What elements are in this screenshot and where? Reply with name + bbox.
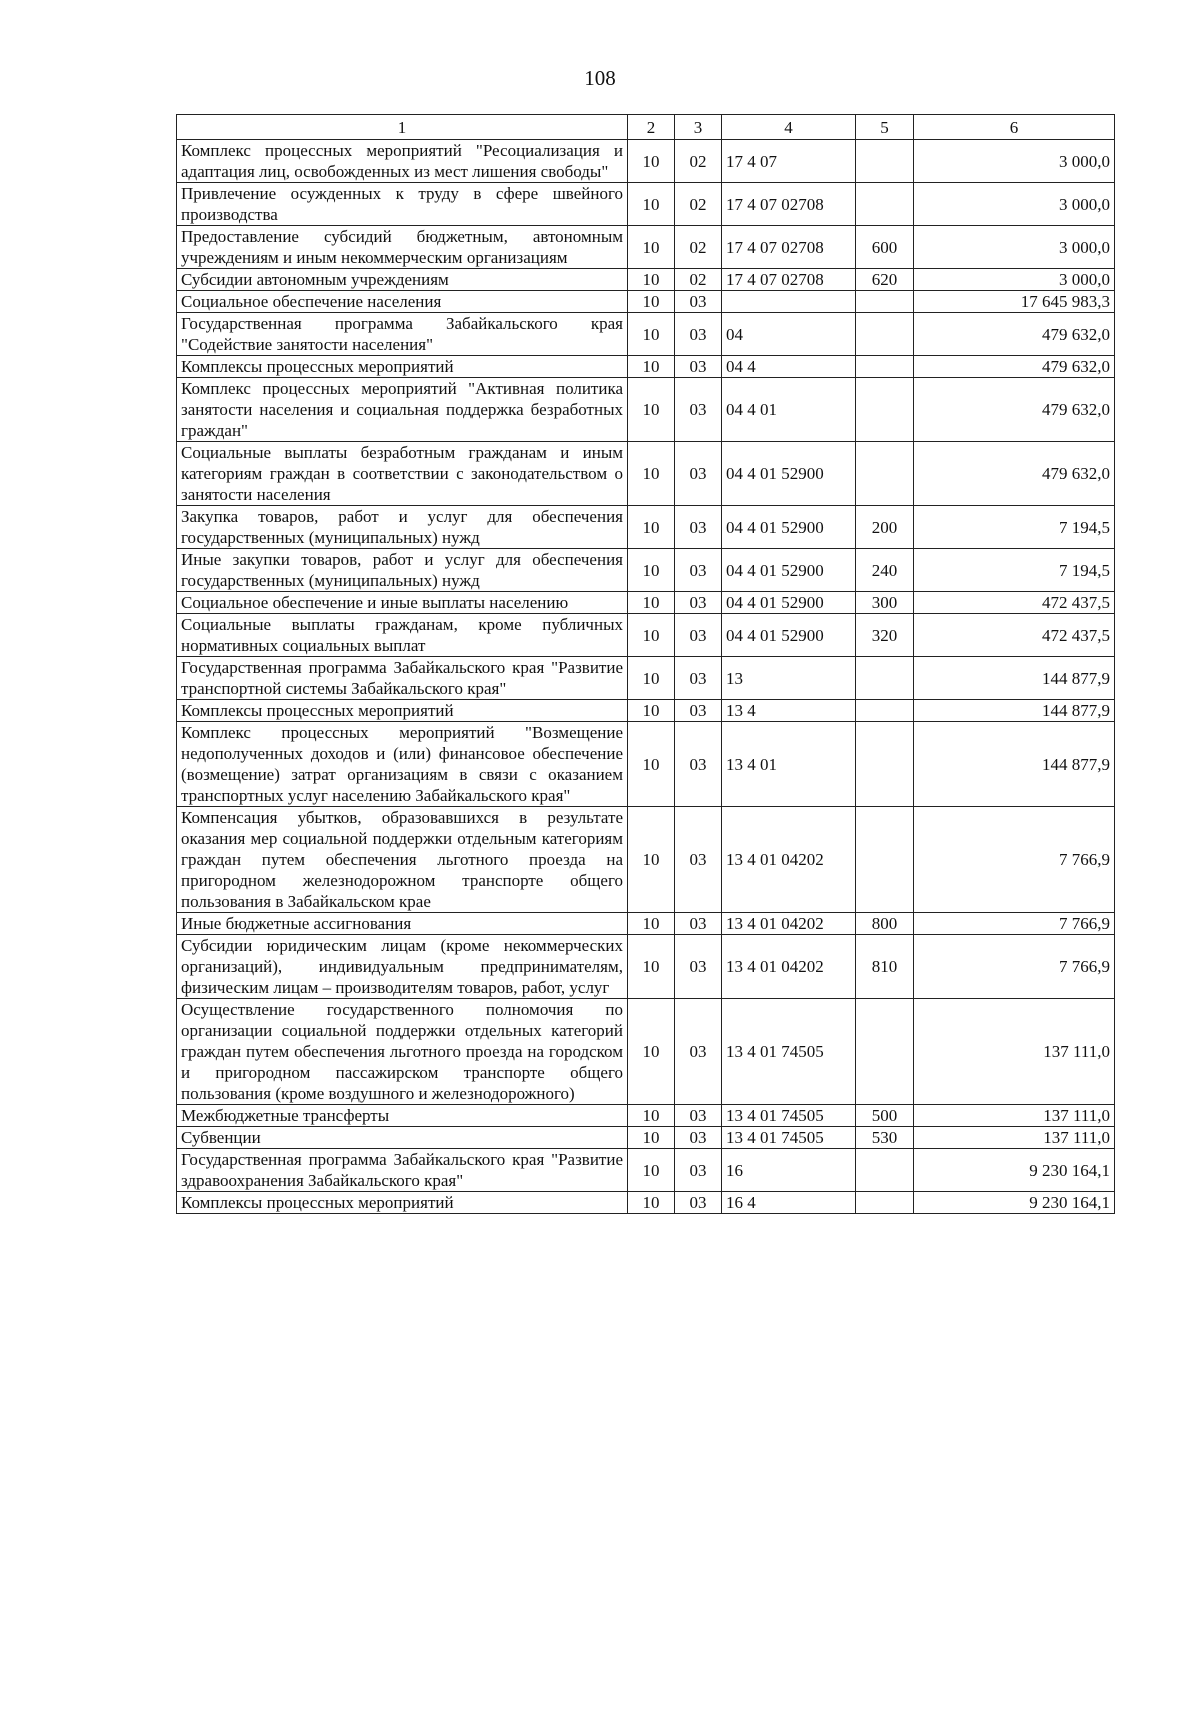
row-section: 10 [628,291,675,313]
row-subsection: 03 [675,935,722,999]
row-expense-type: 800 [856,913,914,935]
table-row [177,592,1115,614]
row-subsection: 03 [675,807,722,913]
row-name: Иные закупки товаров, работ и услуг для обеспечения государственных (муниципальных) нужд [177,549,628,592]
row-section: 10 [628,549,675,592]
row-target-code: 04 [722,313,856,356]
row-expense-type: 200 [856,506,914,549]
row-subsection: 03 [675,592,722,614]
row-expense-type [856,999,914,1105]
row-name: Социальное обеспечение населения [177,291,628,313]
row-name: Социальные выплаты гражданам, кроме публичных нормативных социальных выплат [177,614,628,657]
table-row [177,442,1115,506]
row-expense-type [856,442,914,506]
row-section: 10 [628,700,675,722]
row-amount: 3 000,0 [914,269,1115,291]
row-section: 10 [628,378,675,442]
row-expense-type [856,291,914,313]
row-section: 10 [628,592,675,614]
row-amount: 472 437,5 [914,592,1115,614]
row-amount: 7 766,9 [914,935,1115,999]
row-target-code: 13 4 01 04202 [722,807,856,913]
row-target-code: 17 4 07 02708 [722,269,856,291]
row-amount: 479 632,0 [914,313,1115,356]
row-target-code: 13 4 01 74505 [722,999,856,1105]
row-section: 10 [628,807,675,913]
row-subsection: 03 [675,700,722,722]
row-subsection: 03 [675,506,722,549]
row-subsection: 03 [675,1149,722,1192]
row-name: Комплексы процессных мероприятий [177,1192,628,1214]
row-amount: 479 632,0 [914,442,1115,506]
row-target-code [722,291,856,313]
row-subsection: 03 [675,1127,722,1149]
header-col-3: 3 [675,115,722,140]
row-section: 10 [628,722,675,807]
table-row [177,913,1115,935]
row-amount: 137 111,0 [914,999,1115,1105]
row-name: Социальное обеспечение и иные выплаты населению [177,592,628,614]
row-name: Осуществление государственного полномочия по организации социальной поддержки отдельных категорий граждан путем обеспечения льготного проезда на городском и пригородном пассажирском транспорте общего пользования (кроме воздушного и железнодорожного) [177,999,628,1105]
table-row [177,935,1115,999]
table-row [177,722,1115,807]
table-row [177,700,1115,722]
row-amount: 17 645 983,3 [914,291,1115,313]
row-target-code: 04 4 [722,356,856,378]
row-section: 10 [628,506,675,549]
row-target-code: 04 4 01 52900 [722,442,856,506]
row-name: Государственная программа Забайкальского края "Развитие здравоохранения Забайкальского края" [177,1149,628,1192]
row-subsection: 03 [675,442,722,506]
table-row [177,226,1115,269]
row-name: Привлечение осужденных к труду в сфере швейного производства [177,183,628,226]
row-name: Комплекс процессных мероприятий "Ресоциализация и адаптация лиц, освобожденных из мест лишения свободы" [177,140,628,183]
row-target-code: 04 4 01 52900 [722,592,856,614]
row-target-code: 13 4 01 [722,722,856,807]
row-target-code: 13 4 01 74505 [722,1127,856,1149]
row-expense-type: 810 [856,935,914,999]
table-row [177,1105,1115,1127]
header-row [177,115,1115,140]
row-amount: 144 877,9 [914,722,1115,807]
row-expense-type: 320 [856,614,914,657]
row-amount: 7 194,5 [914,549,1115,592]
row-amount: 137 111,0 [914,1105,1115,1127]
row-name: Государственная программа Забайкальского края "Развитие транспортной системы Забайкальского края" [177,657,628,700]
header-col-1: 1 [177,115,628,140]
row-subsection: 03 [675,549,722,592]
row-amount: 144 877,9 [914,700,1115,722]
row-section: 10 [628,1192,675,1214]
row-section: 10 [628,999,675,1105]
row-name: Комплексы процессных мероприятий [177,700,628,722]
table-row [177,657,1115,700]
row-name: Закупка товаров, работ и услуг для обеспечения государственных (муниципальных) нужд [177,506,628,549]
row-name: Предоставление субсидий бюджетным, автономным учреждениям и иным некоммерческим организациям [177,226,628,269]
row-name: Субвенции [177,1127,628,1149]
row-name: Комплекс процессных мероприятий "Активная политика занятости населения и социальная поддержка безработных граждан" [177,378,628,442]
row-subsection: 02 [675,140,722,183]
table-row [177,549,1115,592]
row-expense-type: 620 [856,269,914,291]
row-subsection: 02 [675,183,722,226]
table-row [177,614,1115,657]
row-amount: 472 437,5 [914,614,1115,657]
row-section: 10 [628,356,675,378]
row-target-code: 04 4 01 52900 [722,549,856,592]
row-expense-type [856,140,914,183]
header-col-6: 6 [914,115,1115,140]
header-col-4: 4 [722,115,856,140]
row-amount: 3 000,0 [914,226,1115,269]
row-name: Компенсация убытков, образовавшихся в результате оказания мер социальной поддержки отдельным категориям граждан путем обеспечения льготного проезда на пригородном железнодорожном транспорте общего пользования в Забайкальском крае [177,807,628,913]
header-col-2: 2 [628,115,675,140]
row-name: Социальные выплаты безработным гражданам и иным категориям граждан в соответствии с законодательством о занятости населения [177,442,628,506]
table-row [177,140,1115,183]
table-row [177,269,1115,291]
row-expense-type [856,183,914,226]
row-section: 10 [628,1105,675,1127]
table-row [177,807,1115,913]
row-section: 10 [628,1149,675,1192]
row-expense-type: 240 [856,549,914,592]
row-subsection: 03 [675,313,722,356]
row-amount: 137 111,0 [914,1127,1115,1149]
row-expense-type [856,807,914,913]
row-amount: 479 632,0 [914,356,1115,378]
row-expense-type [856,657,914,700]
table-row [177,291,1115,313]
table-header [177,115,1115,140]
table-row [177,378,1115,442]
row-section: 10 [628,657,675,700]
row-subsection: 03 [675,999,722,1105]
row-section: 10 [628,313,675,356]
row-expense-type [856,1192,914,1214]
row-subsection: 03 [675,1105,722,1127]
row-amount: 3 000,0 [914,140,1115,183]
row-target-code: 13 [722,657,856,700]
row-subsection: 03 [675,378,722,442]
row-expense-type [856,356,914,378]
row-target-code: 13 4 01 04202 [722,913,856,935]
row-section: 10 [628,226,675,269]
row-section: 10 [628,269,675,291]
row-amount: 7 766,9 [914,807,1115,913]
row-target-code: 13 4 01 74505 [722,1105,856,1127]
row-target-code: 13 4 [722,700,856,722]
row-amount: 9 230 164,1 [914,1149,1115,1192]
table-row [177,1192,1115,1214]
row-subsection: 03 [675,1192,722,1214]
row-section: 10 [628,1127,675,1149]
table-row [177,1127,1115,1149]
row-name: Иные бюджетные ассигнования [177,913,628,935]
row-section: 10 [628,183,675,226]
row-section: 10 [628,614,675,657]
row-amount: 479 632,0 [914,378,1115,442]
row-amount: 144 877,9 [914,657,1115,700]
table-body [177,140,1115,1214]
row-subsection: 03 [675,614,722,657]
row-section: 10 [628,140,675,183]
row-subsection: 03 [675,722,722,807]
table-row [177,183,1115,226]
row-expense-type [856,1149,914,1192]
row-name: Межбюджетные трансферты [177,1105,628,1127]
row-section: 10 [628,442,675,506]
row-target-code: 16 [722,1149,856,1192]
row-expense-type [856,378,914,442]
table-row [177,1149,1115,1192]
row-target-code: 04 4 01 52900 [722,506,856,549]
row-target-code: 13 4 01 04202 [722,935,856,999]
row-subsection: 02 [675,226,722,269]
row-name: Комплексы процессных мероприятий [177,356,628,378]
row-amount: 3 000,0 [914,183,1115,226]
row-target-code: 17 4 07 02708 [722,183,856,226]
table-row [177,999,1115,1105]
row-target-code: 04 4 01 [722,378,856,442]
table-row [177,313,1115,356]
row-name: Государственная программа Забайкальского края "Содействие занятости населения" [177,313,628,356]
row-section: 10 [628,935,675,999]
row-expense-type: 530 [856,1127,914,1149]
row-subsection: 03 [675,657,722,700]
row-target-code: 17 4 07 [722,140,856,183]
row-subsection: 03 [675,913,722,935]
row-name: Субсидии автономным учреждениям [177,269,628,291]
table-row [177,356,1115,378]
row-amount: 9 230 164,1 [914,1192,1115,1214]
row-amount: 7 766,9 [914,913,1115,935]
row-amount: 7 194,5 [914,506,1115,549]
row-expense-type: 500 [856,1105,914,1127]
row-target-code: 17 4 07 02708 [722,226,856,269]
table-row [177,506,1115,549]
row-expense-type: 600 [856,226,914,269]
row-subsection: 02 [675,269,722,291]
row-name: Субсидии юридическим лицам (кроме некоммерческих организаций), индивидуальным предпринимателям, физическим лицам – производителям товаров, работ, услуг [177,935,628,999]
page-number: 108 [584,66,616,90]
row-target-code: 04 4 01 52900 [722,614,856,657]
budget-table [176,114,1115,1214]
row-expense-type [856,700,914,722]
row-expense-type [856,722,914,807]
row-name: Комплекс процессных мероприятий "Возмещение недополученных доходов и (или) финансовое обеспечение (возмещение) затрат организациям в связи с оказанием транспортных услуг населению Забайкальского края" [177,722,628,807]
row-expense-type [856,313,914,356]
row-subsection: 03 [675,291,722,313]
row-section: 10 [628,913,675,935]
row-subsection: 03 [675,356,722,378]
row-expense-type: 300 [856,592,914,614]
header-col-5: 5 [856,115,914,140]
row-target-code: 16 4 [722,1192,856,1214]
